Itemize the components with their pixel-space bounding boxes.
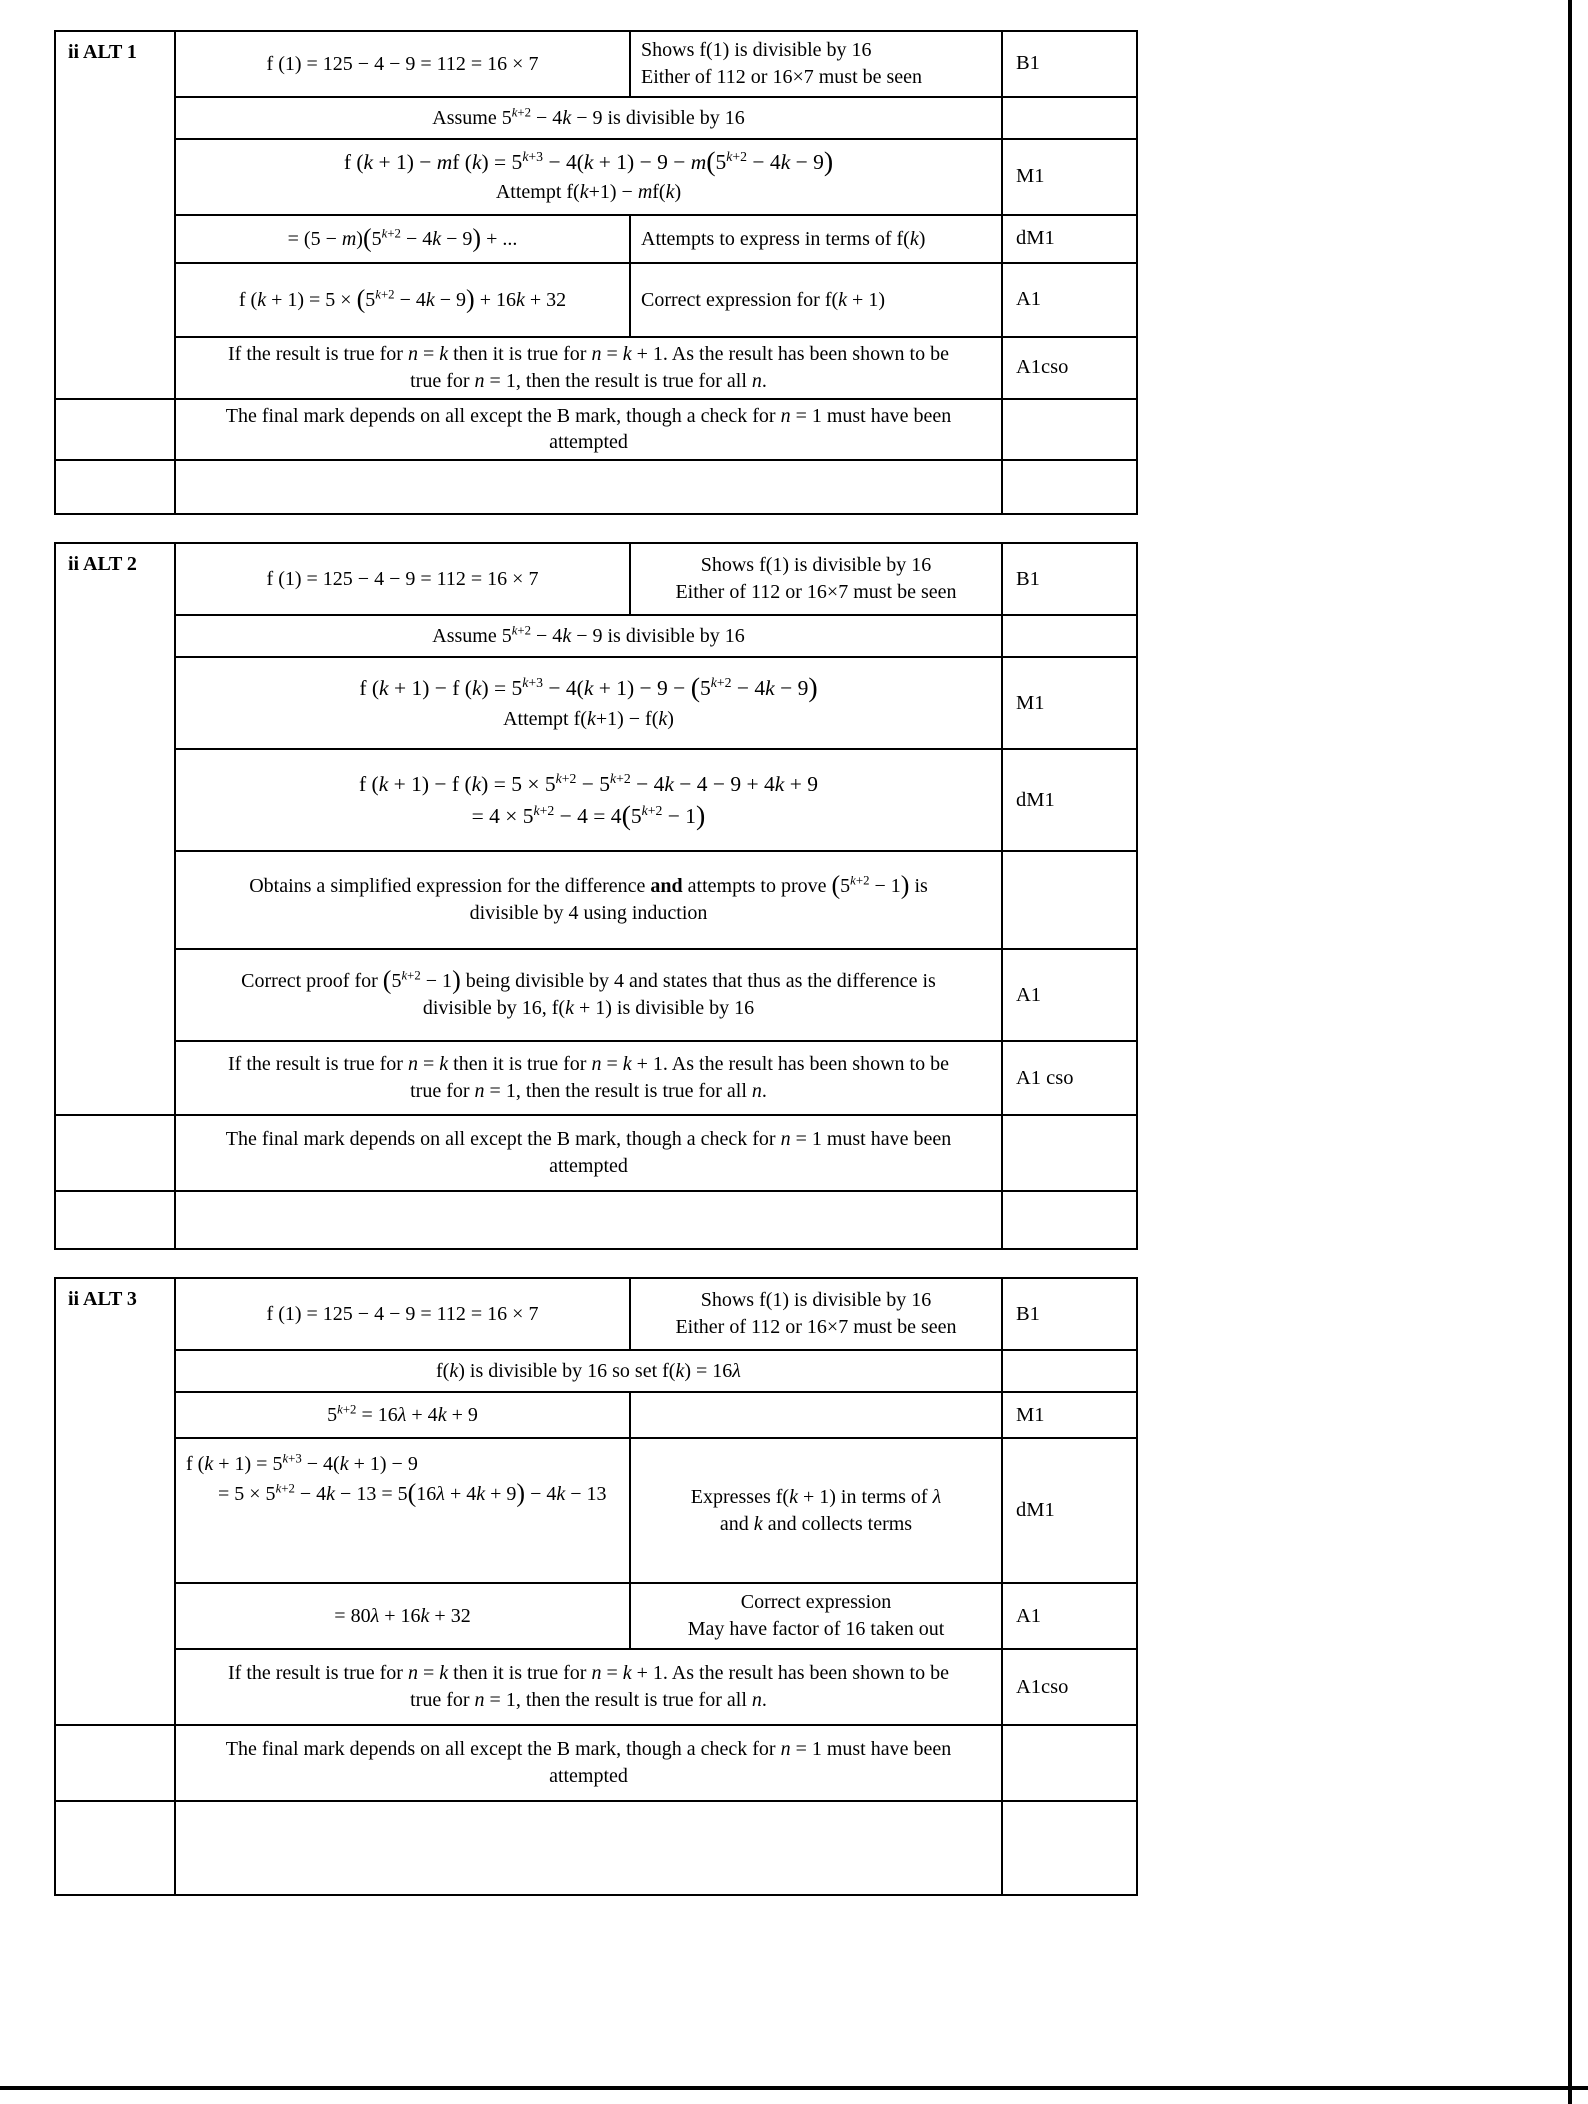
comment-line: Shows f(1) is divisible by 16 bbox=[641, 39, 872, 62]
math-line: f (1) = 125 − 4 − 9 = 112 = 16 × 7 bbox=[266, 1302, 539, 1325]
comment-line: Either of 112 or 16×7 must be seen bbox=[641, 66, 923, 88]
working-cell bbox=[175, 1438, 630, 1583]
math-line: f $(k + 1) = 5 \times (5^{k+2} - 4k - 9) + 16k + 32$ bbox=[238, 284, 567, 314]
conclusion-cell bbox=[175, 1649, 1002, 1725]
text-line: If the result is true for n = k then it is true for n = k + 1. As the result has been shown to be bbox=[228, 1053, 949, 1076]
comment-cell bbox=[630, 1278, 1002, 1350]
math-line: f (1) = 125 − 4 − 9 = 112 = 16 × 7 bbox=[266, 52, 539, 75]
label-cell-empty bbox=[55, 1801, 175, 1895]
section-ii-alt-2 bbox=[54, 542, 1138, 1250]
text-line: Assume $5^{k+2} - 4k - 9$ is divisible by 16 bbox=[432, 105, 745, 129]
comment-line: Attempts to express in terms of f(k) bbox=[641, 227, 926, 250]
mark-cell: M1 bbox=[1002, 657, 1137, 749]
working-cell bbox=[175, 263, 630, 337]
mark-cell-empty bbox=[1002, 1191, 1137, 1249]
mark-cell: B1 bbox=[1002, 31, 1137, 97]
mark-cell: A1 bbox=[1002, 949, 1137, 1041]
math-line: = $5 \times 5^{k+2} - 4k - 13 = 5(16\lambda + 4k + 9) - 4k - 13$ bbox=[218, 1477, 607, 1507]
text-line: divisible by 16, f(k + 1) is divisible by 16 bbox=[422, 997, 755, 1020]
mark-cell-empty bbox=[1002, 1350, 1137, 1392]
table-row bbox=[55, 460, 1137, 514]
table-row bbox=[55, 139, 1137, 215]
comment-line: May have factor of 16 taken out bbox=[687, 1618, 945, 1641]
table-row bbox=[55, 97, 1137, 139]
description-cell bbox=[175, 851, 1002, 949]
mark-cell: M1 bbox=[1002, 139, 1137, 215]
working-cell bbox=[175, 215, 630, 263]
table-row bbox=[55, 657, 1137, 749]
mark-cell-empty bbox=[1002, 399, 1137, 461]
table-row bbox=[55, 615, 1137, 657]
empty-cell bbox=[175, 1801, 1002, 1895]
mark-cell-empty bbox=[1002, 97, 1137, 139]
mark-cell: A1 bbox=[1002, 1583, 1137, 1649]
table-row bbox=[55, 1583, 1137, 1649]
label-cell bbox=[55, 31, 175, 399]
table-row bbox=[55, 263, 1137, 337]
math-line: f (k + 1) − f $(k) = 5^{k+3} - 4(k + 1) - 9 - (5^{k+2} - 4k - 9)$ bbox=[359, 672, 818, 704]
label-cell-empty bbox=[55, 460, 175, 514]
comment-line: Either of 112 or 16×7 must be seen bbox=[675, 1316, 957, 1339]
table-row bbox=[55, 31, 1137, 97]
comment-line: Expresses f(k + 1) in terms of λ bbox=[690, 1485, 942, 1508]
comment-cell bbox=[630, 543, 1002, 615]
note-cell bbox=[175, 1725, 1002, 1801]
table-row bbox=[55, 543, 1137, 615]
assumption-cell bbox=[175, 97, 1002, 139]
math-line: f (k + 1) − mf $(k) = 5^{k+3} - 4(k + 1) - 9 - m(5^{k+2} - 4k - 9)$ bbox=[343, 146, 834, 178]
comment-cell bbox=[630, 1583, 1002, 1649]
description-cell bbox=[175, 949, 1002, 1041]
table-row bbox=[55, 399, 1137, 461]
text-line: f(k) is divisible by 16 so set f(k) = 16λ bbox=[436, 1359, 741, 1382]
comment-cell bbox=[630, 31, 1002, 97]
math-line: f $(k + 1) = 5^{k+3} - 4(k + 1) - 9$ bbox=[186, 1451, 418, 1476]
section-label: ii ALT 2 bbox=[68, 553, 137, 576]
comment-line: Shows f(1) is divisible by 16 bbox=[700, 554, 932, 577]
mark-cell: A1cso bbox=[1002, 1649, 1137, 1725]
section-label: ii ALT 3 bbox=[68, 1288, 137, 1311]
text-line: The final mark depends on all except the B mark, though a check for n = 1 must have been bbox=[225, 404, 952, 427]
section-ii-alt-1 bbox=[54, 30, 1138, 515]
mark-cell-empty bbox=[1002, 1115, 1137, 1191]
table-row bbox=[55, 1115, 1137, 1191]
note-cell bbox=[175, 399, 1002, 461]
working-cell bbox=[175, 543, 630, 615]
text-line: The final mark depends on all except the B mark, though a check for n = 1 must have been bbox=[225, 1128, 952, 1151]
page-scan-edge-bottom bbox=[0, 2086, 1588, 2090]
text-line: attempted bbox=[549, 431, 628, 454]
comment-line: Correct expression for f(k + 1) bbox=[641, 288, 885, 311]
table-row bbox=[55, 1725, 1137, 1801]
working-cell bbox=[175, 657, 1002, 749]
comment-line: and k and collects terms bbox=[719, 1512, 913, 1535]
table-row bbox=[55, 1649, 1137, 1725]
text-line: true for n = 1, then the result is true for all n. bbox=[410, 1689, 767, 1712]
mark-cell: M1 bbox=[1002, 1392, 1137, 1438]
table-row bbox=[55, 1350, 1137, 1392]
working-cell bbox=[175, 749, 1002, 851]
label-cell bbox=[55, 1278, 175, 1725]
comment-cell-empty bbox=[630, 1392, 1002, 1438]
section-ii-alt-3 bbox=[54, 1277, 1138, 1896]
mark-cell: A1 bbox=[1002, 263, 1137, 337]
mark-cell-empty bbox=[1002, 1801, 1137, 1895]
text-line: divisible by 4 using induction bbox=[469, 902, 708, 925]
conclusion-cell bbox=[175, 1041, 1002, 1115]
text-line: Obtains a simplified expression for the difference and attempts to prove $(5^{k+2} - 1)$ is bbox=[249, 870, 928, 900]
comment-line: Shows f(1) is divisible by 16 bbox=[700, 1289, 932, 1312]
label-cell-empty bbox=[55, 399, 175, 461]
working-cell bbox=[175, 1392, 630, 1438]
math-line: f (k + 1) − f $(k) = 5 \times 5^{k+2} - 5^{k+2} - 4k - 4 - 9 + 4k + 9$ bbox=[359, 771, 818, 797]
table-row bbox=[55, 1438, 1137, 1583]
label-cell bbox=[55, 543, 175, 1115]
working-cell bbox=[175, 1278, 630, 1350]
comment-cell bbox=[630, 215, 1002, 263]
math-line: = $(5 - m)(5^{k+2} - 4k - 9)$ + ... bbox=[287, 223, 518, 253]
text-line: attempted bbox=[549, 1765, 628, 1788]
mark-cell: B1 bbox=[1002, 1278, 1137, 1350]
text-line: Attempt f(k+1) − mf(k) bbox=[495, 181, 682, 204]
mark-scheme-page bbox=[54, 30, 1138, 1896]
working-cell bbox=[175, 1583, 630, 1649]
table-row bbox=[55, 337, 1137, 399]
text-line: true for n = 1, then the result is true for all n. bbox=[410, 369, 767, 392]
comment-cell bbox=[630, 1438, 1002, 1583]
table-row bbox=[55, 1191, 1137, 1249]
working-cell bbox=[175, 139, 1002, 215]
empty-cell bbox=[175, 1191, 1002, 1249]
table-row bbox=[55, 851, 1137, 949]
comment-line: Correct expression bbox=[740, 1591, 892, 1614]
table-row bbox=[55, 1041, 1137, 1115]
math-line: f (1) = 125 − 4 − 9 = 112 = 16 × 7 bbox=[266, 567, 539, 590]
text-line: Correct proof for $(5^{k+2} - 1)$ being divisible by 4 and states that thus as the difference is bbox=[241, 965, 936, 995]
mark-cell-empty bbox=[1002, 1725, 1137, 1801]
table-row bbox=[55, 1392, 1137, 1438]
table-row bbox=[55, 1801, 1137, 1895]
section-label: ii ALT 1 bbox=[68, 41, 137, 63]
mark-cell: dM1 bbox=[1002, 1438, 1137, 1583]
comment-cell bbox=[630, 263, 1002, 337]
text-line: Attempt f(k+1) − f(k) bbox=[503, 707, 674, 730]
text-line: The final mark depends on all except the B mark, though a check for n = 1 must have been bbox=[225, 1738, 952, 1761]
text-line: If the result is true for n = k then it is true for n = k + 1. As the result has been shown to be bbox=[228, 1662, 949, 1685]
math-line: = 80λ + 16k + 32 bbox=[334, 1604, 471, 1627]
mark-cell: dM1 bbox=[1002, 215, 1137, 263]
note-cell bbox=[175, 1115, 1002, 1191]
table-row bbox=[55, 215, 1137, 263]
text-line: true for n = 1, then the result is true for all n. bbox=[410, 1080, 767, 1103]
table-row bbox=[55, 949, 1137, 1041]
working-cell bbox=[175, 31, 630, 97]
text-line: attempted bbox=[549, 1155, 628, 1178]
assumption-cell bbox=[175, 1350, 1002, 1392]
mark-cell: dM1 bbox=[1002, 749, 1137, 851]
table-row bbox=[55, 1278, 1137, 1350]
label-cell-empty bbox=[55, 1191, 175, 1249]
label-cell-empty bbox=[55, 1115, 175, 1191]
mark-cell: A1 cso bbox=[1002, 1041, 1137, 1115]
math-line: = $4 \times 5^{k+2} - 4 = 4(5^{k+2} - 1)$ bbox=[471, 800, 706, 832]
mark-cell-empty bbox=[1002, 615, 1137, 657]
mark-cell: B1 bbox=[1002, 543, 1137, 615]
conclusion-cell bbox=[175, 337, 1002, 399]
table-row bbox=[55, 749, 1137, 851]
label-cell-empty bbox=[55, 1725, 175, 1801]
text-line: Assume $5^{k+2} - 4k - 9$ is divisible by 16 bbox=[432, 623, 745, 647]
text-line: If the result is true for n = k then it is true for n = k + 1. As the result has been shown to be bbox=[228, 343, 949, 365]
comment-line: Either of 112 or 16×7 must be seen bbox=[675, 581, 957, 604]
mark-cell-empty bbox=[1002, 460, 1137, 514]
assumption-cell bbox=[175, 615, 1002, 657]
page-scan-edge-right bbox=[1568, 0, 1572, 2104]
empty-cell bbox=[175, 460, 1002, 514]
mark-cell: A1cso bbox=[1002, 337, 1137, 399]
math-line: $5^{k+2} = 16\lambda + 4k + 9$ bbox=[327, 1402, 478, 1426]
mark-cell-empty bbox=[1002, 851, 1137, 949]
